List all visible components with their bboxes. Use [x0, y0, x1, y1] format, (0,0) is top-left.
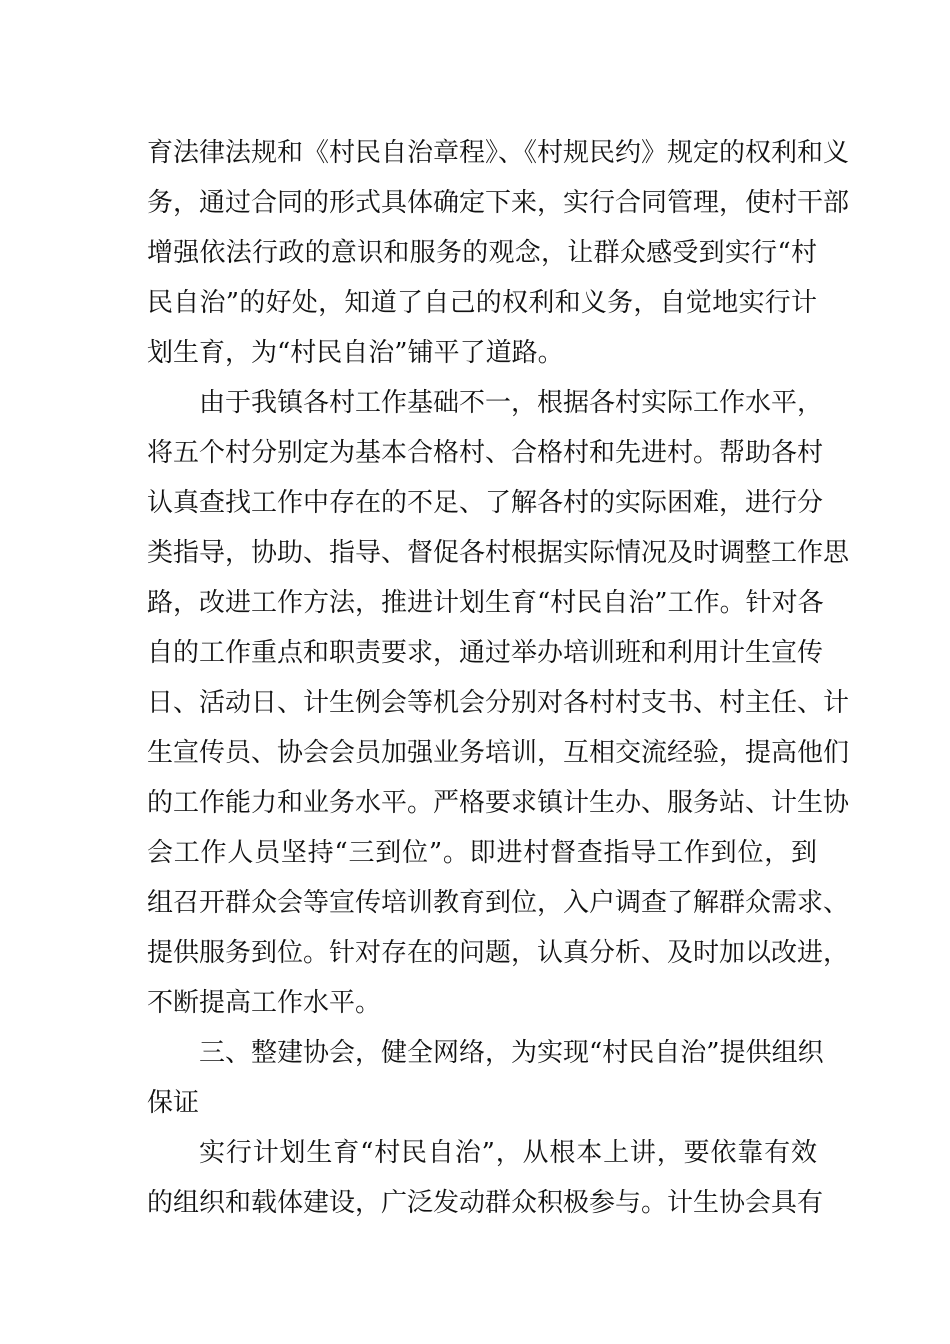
- paragraph-line: 认真查找工作中存在的不足、了解各村的实际困难，进行分: [147, 488, 824, 518]
- paragraph-line: 将五个村分别定为基本合格村、合格村和先进村。帮助各村: [147, 438, 824, 468]
- paragraph-line: 不断提高工作水平。: [147, 988, 382, 1018]
- paragraph-line: 民自治”的好处，知道了自己的权利和义务，自觉地实行计: [147, 288, 817, 318]
- paragraph-line: 路，改进工作方法，推进计划生育“村民自治”工作。针对各: [147, 588, 824, 618]
- paragraph-line: 由于我镇各村工作基础不一，根据各村实际工作水平，: [199, 388, 824, 418]
- paragraph-line: 划生育，为“村民自治”铺平了道路。: [147, 338, 564, 368]
- paragraph-1: [147, 128, 850, 378]
- paragraph-line: 实行计划生育“村民自治”，从根本上讲，要依靠有效: [199, 1138, 817, 1168]
- paragraph-line: 自的工作重点和职责要求，通过举办培训班和利用计生宣传: [147, 638, 824, 668]
- paragraph-line: 保证: [147, 1088, 200, 1118]
- paragraph-line: 三、整建协会，健全网络，为实现“村民自治”提供组织: [199, 1038, 824, 1068]
- paragraph-line: 类指导，协助、指导、督促各村根据实际情况及时调整工作思: [147, 538, 850, 568]
- paragraph-line: 的组织和载体建设，广泛发动群众积极参与。计生协会具有: [147, 1188, 824, 1218]
- paragraph-line: 会工作人员坚持“三到位”。即进村督查指导工作到位，到: [147, 838, 817, 868]
- paragraph-line: 的工作能力和业务水平。严格要求镇计生办、服务站、计生协: [147, 788, 850, 818]
- paragraph-4: [147, 1128, 824, 1228]
- paragraph-line: 增强依法行政的意识和服务的观念，让群众感受到实行“村: [147, 238, 817, 268]
- paragraph-line: 生宣传员、协会会员加强业务培训，互相交流经验，提高他们: [147, 738, 850, 768]
- paragraph-line: 日、活动日、计生例会等机会分别对各村村支书、村主任、计: [147, 688, 850, 718]
- paragraph-line: 育法律法规和《村民自治章程》、《村规民约》规定的权利和义: [147, 138, 850, 168]
- paragraph-line: 组召开群众会等宣传培训教育到位，入户调查了解群众需求、: [147, 888, 850, 918]
- paragraph-2: [147, 378, 850, 1028]
- paragraph-line: 提供服务到位。针对存在的问题，认真分析、及时加以改进，: [147, 938, 850, 968]
- paragraph-line: 务，通过合同的形式具体确定下来，实行合同管理，使村干部: [147, 188, 850, 218]
- section-heading: [147, 1028, 824, 1128]
